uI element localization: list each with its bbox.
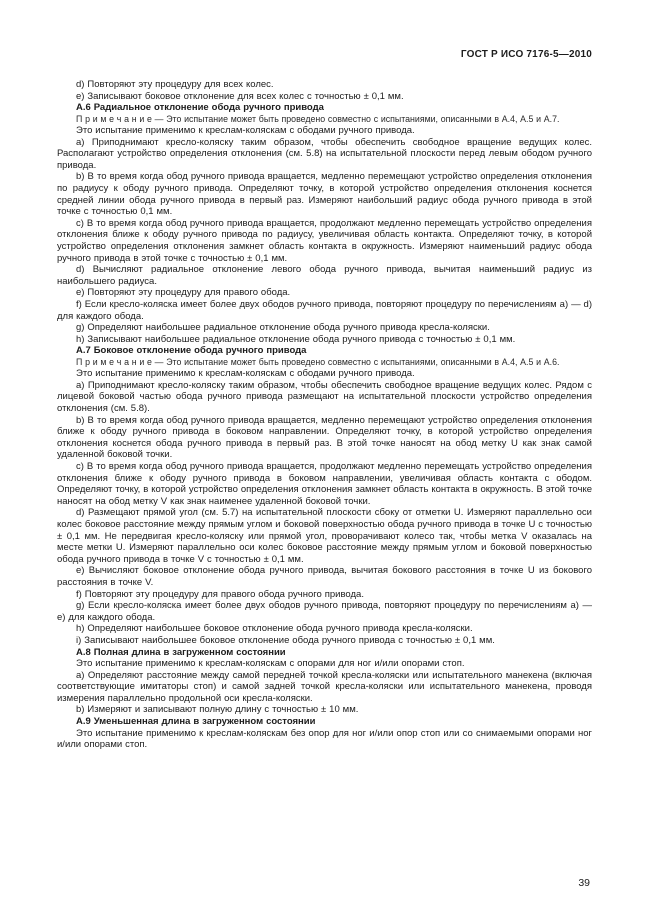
paragraph: Это испытание применимо к креслам-коляскам без опор для ног и/или опор стоп или со снимаемыми опорами ног и/или опорами стоп.: [57, 727, 592, 751]
paragraph: Это испытание применимо к креслам-коляскам с ободами ручного привода.: [76, 125, 415, 137]
note-paragraph: П р и м е ч а н и е — Это испытание может быть проведено совместно с испытаниями, описанными в А.4, А.5 и А.7.: [76, 113, 560, 124]
paragraph: d) Вычисляют радиальное отклонение левого обода ручного привода, вычитая наименьший радиус из наибольшего радиуса.: [57, 264, 592, 287]
paragraph: b) В то время когда обод ручного привода вращается, медленно перемещают устройство определения отклонения ближе к ободу ручного привода в боковом направлении. Определяют точку, в которой устройство определения отклонения коснется обода ручного привода в первый раз. В этой точке наносят на обод метку U как знак самой удаленной боковой точки.: [57, 414, 592, 461]
paragraph: b) В то время когда обод ручного привода вращается, медленно перемещают устройство определения отклонения по радиусу к ободу ручного привода. Определяют точку, в которой устройство определения отклонения коснется средней линии обода ручного привода в первый раз. Измеряют наибольший радиус обода ручного привода в этой точке с точностью 0,1 мм.: [57, 171, 592, 218]
paragraph: d) Повторяют эту процедуру для всех колес.: [76, 79, 274, 90]
paragraph: b) Измеряют и записывают полную длину с точностью ± 10 мм.: [76, 704, 359, 716]
paragraph: е) Повторяют эту процедуру для правого обода.: [76, 287, 291, 299]
paragraph: f) Если кресло-коляска имеет более двух ободов ручного привода, повторяют процедуру по перечислениям а) — d) для каждого обода.: [57, 298, 592, 322]
standard-designation-header: ГОСТ Р ИСО 7176-5—2010: [460, 49, 592, 60]
section-heading: А.7 Боковое отклонение обода ручного привода: [76, 345, 307, 357]
section-heading: А.9 Уменьшенная длина в загруженном состоянии: [76, 716, 316, 728]
section-heading: А.8 Полная длина в загруженном состоянии: [76, 646, 286, 658]
paragraph: а) Приподнимают кресло-коляску таким образом, чтобы обеспечить свободное вращение ведущих колес. Располагают устройство определения отклонения (см. 5.8) на испытательной плоскости перед левым ободом ручного привода.: [57, 136, 592, 171]
paragraph: Это испытание применимо к креслам-коляскам с ободами ручного привода.: [76, 368, 415, 380]
paragraph: i) Записывают наибольшее боковое отклонение обода ручного привода с точностью ± 0,1 мм.: [76, 634, 495, 646]
paragraph: Это испытание применимо к креслам-коляскам с опорами для ног и/или опорами стоп.: [76, 658, 465, 670]
paragraph: g) Определяют наибольшее радиальное отклонение обода ручного привода кресла-коляски.: [76, 322, 490, 334]
document-body: [57, 79, 592, 751]
paragraph: е) Вычисляют боковое отклонение обода ручного привода, вычитая бокового расстояния в точке U из бокового расстояния в точке V.: [57, 565, 592, 588]
paragraph: h) Записывают наибольшее радиальное отклонение обода ручного привода с точностью ± 0,1 мм.: [76, 333, 516, 345]
page-number: 39: [578, 877, 590, 889]
paragraph: f) Повторяют эту процедуру для правого обода ручного привода.: [76, 588, 364, 600]
paragraph: h) Определяют наибольшее боковое отклонение обода ручного привода кресла-коляски.: [76, 623, 473, 635]
section-heading: А.6 Радиальное отклонение обода ручного привода: [76, 102, 324, 114]
paragraph: с) В то время когда обод ручного привода вращается, продолжают медленно перемещать устройство определения отклонения ближе к ободу ручного привода по радиусу, увеличивая область контакта. Определяют точку, в которой устройство определения отклонения замкнет область контакта в окружность. Измеряют наименьший радиус обода ручного привода в этой точке с точностью ± 0,1 мм.: [57, 217, 592, 264]
paragraph: с) В то время когда обод ручного привода вращается, продолжают медленно перемещать устройство определения отклонения ближе к ободу ручного привода в боковом направлении, увеличивая область контакта с ободом. Определяют точку, в которой устройство определения отклонения замкнет область контакта в окружность. В этой точке наносят на обод метку V как знак наименее удаленной боковой точки.: [57, 461, 592, 507]
note-paragraph: П р и м е ч а н и е — Это испытание может быть проведено совместно с испытаниями, описанными в А.4, А.5 и А.6.: [76, 356, 560, 367]
paragraph: а) Определяют расстояние между самой передней точкой кресла-коляски или испытательного манекена (включая соответствующие имитаторы стоп) и самой задней точкой кресла-коляски или испытательного манекена, проводя измерения параллельно продольной оси кресла-коляски.: [57, 669, 592, 704]
paragraph: е) Записывают боковое отклонение для всех колес с точностью ± 0,1 мм.: [76, 90, 404, 102]
paragraph: g) Если кресло-коляска имеет более двух ободов ручного привода, повторяют процедуру по перечислениям а) — е) для каждого обода.: [57, 600, 592, 623]
paragraph: d) Размещают прямой угол (см. 5.7) на испытательной плоскости сбоку от отметки U. Измеряют параллельно оси колес боковое расстояние между прямым углом и боковой поверхностью обода ручного привода в точке U с точностью ± 0,1 мм. Не передвигая кресло-коляску или прямой угол, проворачивают колесо так, чтобы метка V оказалась на месте метки U. Измеряют параллельно оси колес боковое расстояние между прямым углом и боковой поверхностью обода ручного привода в точке V с точностью ± 0,1 мм.: [57, 507, 592, 565]
paragraph: а) Приподнимают кресло-коляску таким образом, чтобы обеспечить свободное вращение ведущих колес. Рядом с лицевой боковой частью обода ручного привода размещают на испытательной плоскости устройство определения отклонения (см. 5.8).: [57, 379, 592, 415]
